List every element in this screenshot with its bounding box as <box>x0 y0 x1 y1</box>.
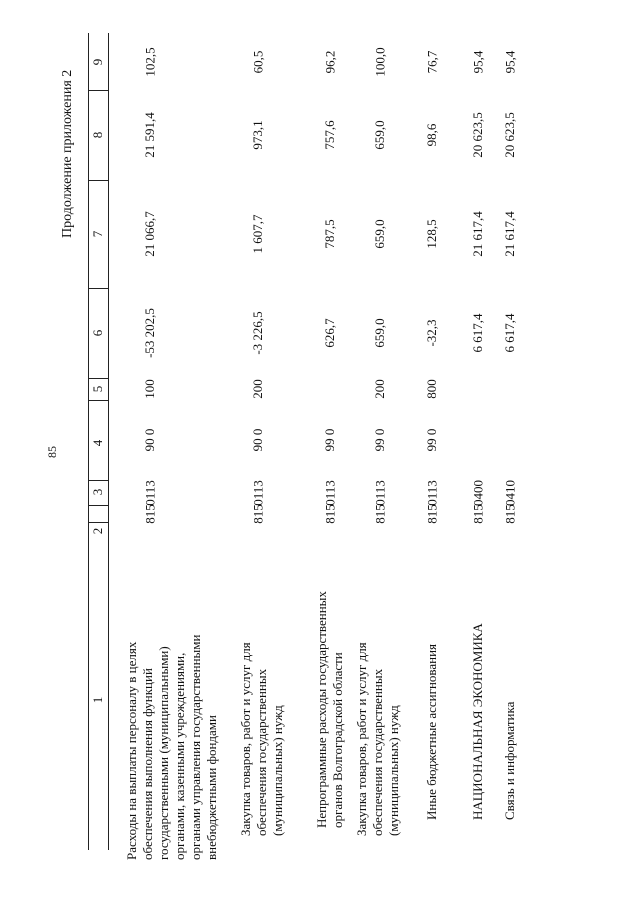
cell-c7: 787,5 <box>322 219 337 249</box>
cell-c2: 815 <box>502 503 517 524</box>
column-separator <box>88 288 108 289</box>
cell-c4: 90 0 <box>142 428 157 452</box>
cell-c9: 95,4 <box>502 50 517 73</box>
cell-c7: 21 617,4 <box>502 211 517 257</box>
cell-c5: 100 <box>142 379 157 399</box>
column-header: 6 <box>90 329 105 337</box>
cell-c9: 96,2 <box>322 50 337 73</box>
cell-c6: -53 202,5 <box>142 308 157 358</box>
row-name: Иные бюджетные ассигнования <box>424 643 439 820</box>
row-name: Закупка товаров, работ и услуг для обеспечения государственных (муниципальных) нужд <box>238 642 285 836</box>
cell-c8: 973,1 <box>250 120 265 150</box>
cell-c6: 626,7 <box>322 318 337 348</box>
row-name: Непрограммные расходы государственных органов Волгоградской области <box>314 591 345 828</box>
row-name: НАЦИОНАЛЬНАЯ ЭКОНОМИКА <box>470 623 485 820</box>
column-header: 1 <box>90 696 105 704</box>
column-header: 2 <box>90 527 105 535</box>
cell-c9: 102,5 <box>142 46 157 77</box>
column-header: 3 <box>90 488 105 496</box>
cell-c3: 0113 <box>250 479 265 506</box>
cell-c3: 0113 <box>372 479 387 506</box>
cell-c5: 200 <box>250 379 265 399</box>
cell-c2: 815 <box>372 503 387 524</box>
cell-c7: 21 617,4 <box>470 211 485 257</box>
cell-c7: 21 066,7 <box>142 211 157 257</box>
cell-c8: 20 623,5 <box>470 112 485 158</box>
column-header: 4 <box>90 439 105 447</box>
cell-c3: 0113 <box>322 479 337 506</box>
row-name: Закупка товаров, работ и услуг для обеспечения государственных (муниципальных) нужд <box>354 642 401 836</box>
cell-c8: 98,6 <box>424 123 439 147</box>
row-name: Расходы на выплаты персоналу в целях обеспечения выполнения функций государственными (муниципальными) органами, казенными учреждениями, органами управления государственными внебюджетными фондами <box>124 634 219 860</box>
cell-c6: 6 617,4 <box>502 313 517 353</box>
cell-c6: 659,0 <box>372 318 387 348</box>
cell-c2: 815 <box>250 503 265 524</box>
cell-c2: 815 <box>424 503 439 524</box>
cell-c9: 76,7 <box>424 50 439 73</box>
cell-c7: 1 607,7 <box>250 214 265 254</box>
cell-c5: 200 <box>372 379 387 399</box>
cell-c4: 99 0 <box>424 428 439 452</box>
cell-c8: 757,6 <box>322 120 337 150</box>
cell-c4: 99 0 <box>372 428 387 452</box>
header-rule-left <box>88 33 89 850</box>
cell-c8: 21 591,4 <box>142 112 157 158</box>
cell-c4: 99 0 <box>322 428 337 452</box>
column-header: 8 <box>90 131 105 139</box>
cell-c5: 800 <box>424 379 439 399</box>
cell-c6: -32,3 <box>424 319 439 347</box>
column-separator <box>88 90 108 91</box>
cell-c3: 0113 <box>424 479 439 506</box>
cell-c9: 100,0 <box>372 46 387 77</box>
column-header: 5 <box>90 385 105 393</box>
cell-c8: 659,0 <box>372 120 387 150</box>
cell-c3: 0113 <box>142 479 157 506</box>
cell-c6: 6 617,4 <box>470 313 485 353</box>
page-number: 85 <box>45 446 59 458</box>
column-header: 7 <box>90 230 105 238</box>
cell-c2: 815 <box>322 503 337 524</box>
cell-c4: 90 0 <box>250 428 265 452</box>
continuation-caption: Продолжение приложения 2 <box>60 69 75 238</box>
column-separator <box>88 180 108 181</box>
row-name: Связь и информатика <box>502 701 517 820</box>
cell-c3: 0400 <box>470 479 485 506</box>
cell-c6: -3 226,5 <box>250 311 265 355</box>
cell-c7: 659,0 <box>372 219 387 249</box>
cell-c8: 20 623,5 <box>502 112 517 158</box>
cell-c2: 815 <box>470 503 485 524</box>
cell-c3: 0410 <box>502 479 517 506</box>
cell-c9: 95,4 <box>470 50 485 73</box>
header-rule-right <box>108 33 109 850</box>
cell-c9: 60,5 <box>250 50 265 73</box>
cell-c2: 815 <box>142 503 157 524</box>
cell-c7: 128,5 <box>424 219 439 249</box>
column-header: 9 <box>90 58 105 66</box>
